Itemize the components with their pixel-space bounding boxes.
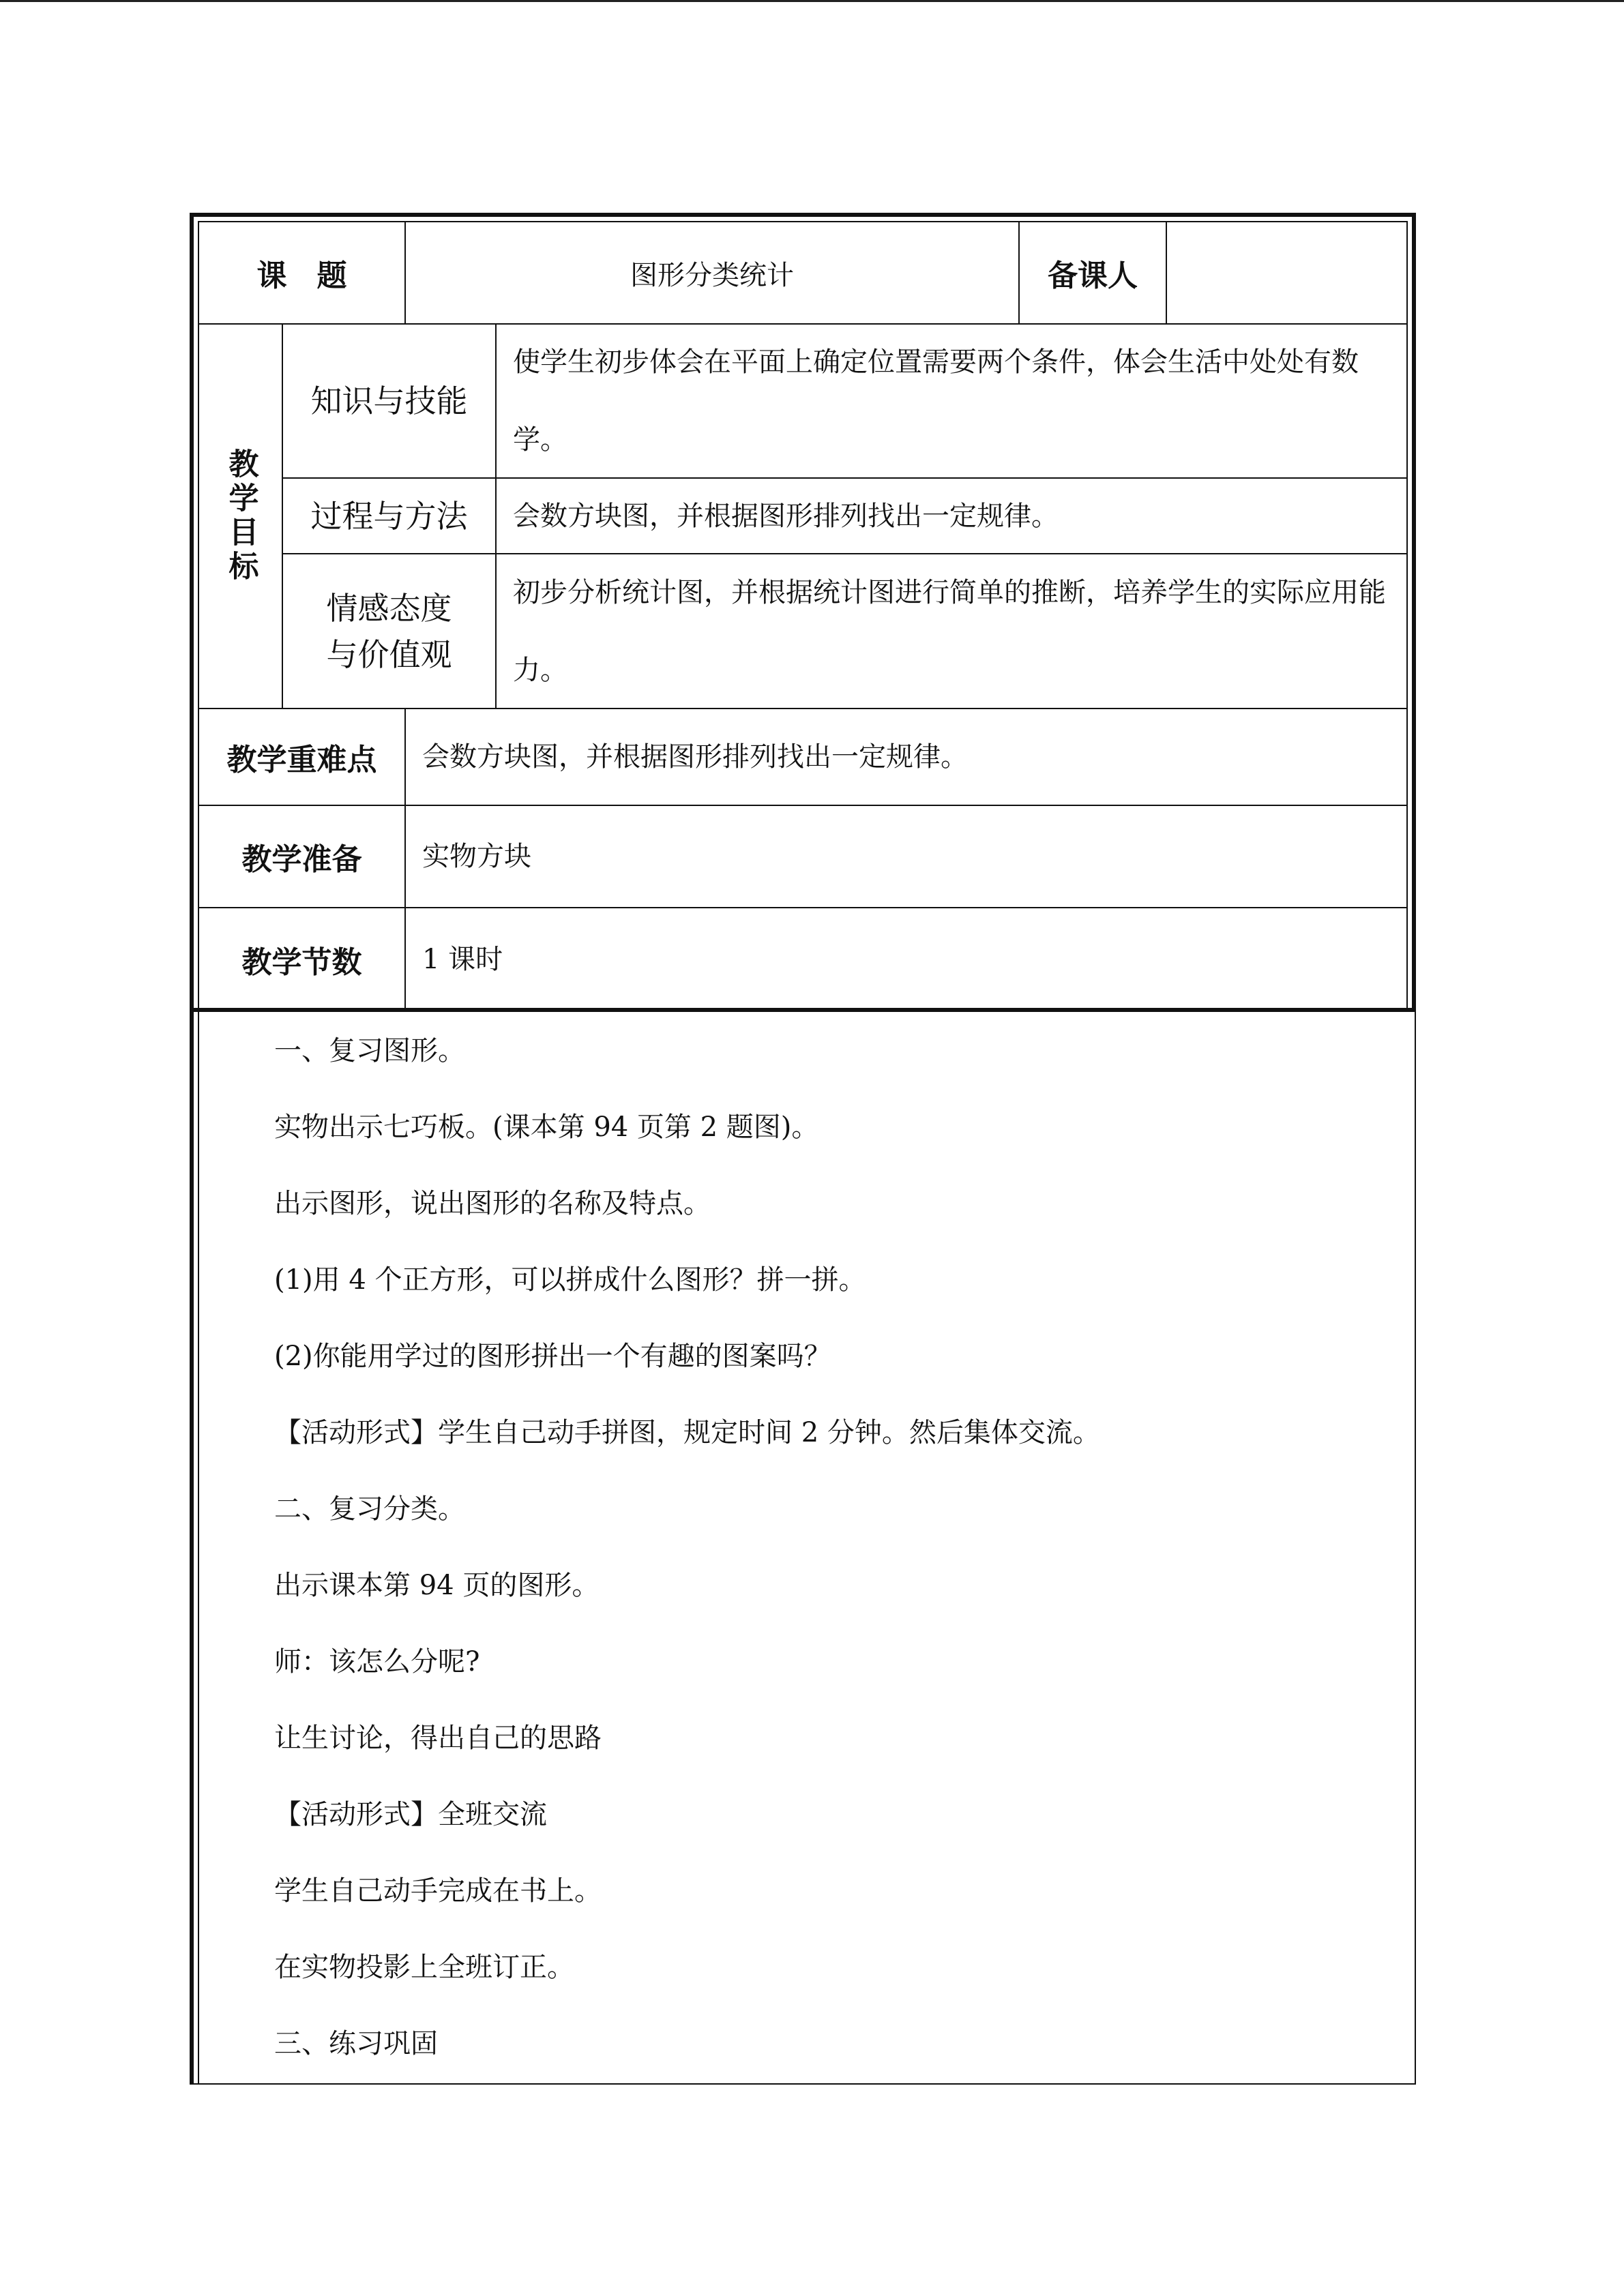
lesson-line: 师：该怎么分呢? [274,1646,480,1678]
periods-text: 1 课时 [422,944,503,975]
lesson-line: 二、复习分类。 [274,1493,465,1525]
preparation-text: 实物方块 [422,841,531,872]
key-points-text: 会数方块图，并根据图形排列找出一定规律。 [422,741,968,773]
preparer-value[interactable] [1167,222,1408,323]
lesson-section-border [190,1009,1416,2085]
objective-label-knowledge: 知识与技能 [310,383,468,419]
topic-label: 课 题 [256,258,347,293]
lesson-line: (2)你能用学过的图形拼出一个有趣的图案吗？ [274,1341,831,1372]
lesson-line: 出示课本第 94 页的图形。 [274,1570,600,1601]
objective-label-attitude: 情感态度与价值观 [326,589,452,673]
topic-value: 图形分类统计 [630,259,794,291]
lesson-line: 出示图形，说出图形的名称及特点。 [274,1188,711,1219]
objectives-group-label: 教学目标 [223,448,259,584]
objective-text-process: 会数方块图，并根据图形排列找出一定规律。 [513,500,1059,532]
lesson-line: 一、复习图形。 [274,1035,465,1067]
lesson-line: 三、练习巩固 [274,2028,438,2059]
lesson-section-inner-border [198,1009,199,2085]
objective-text-attitude: 初步分析统计图，并根据统计图进行简单的推断，培养学生的实际应用能力。 [513,576,1386,686]
preparer-label: 备课人 [1048,258,1138,293]
objective-text-knowledge: 使学生初步体会在平面上确定位置需要两个条件，体会生活中处处有数学。 [513,346,1359,456]
lesson-line: 学生自己动手完成在书上。 [274,1875,602,1907]
lesson-line: 让生讨论，得出自己的思路 [274,1723,602,1754]
key-points-label: 教学重难点 [226,743,377,777]
lesson-line: (1)用 4 个正方形，可以拼成什么图形？拼一拼。 [274,1264,866,1296]
page-top-border [0,0,1624,2]
periods-label: 教学节数 [241,945,362,980]
objective-label-process: 过程与方法 [310,497,468,535]
lesson-line: 【活动形式】学生自己动手拼图，规定时间 2 分钟。然后集体交流。 [274,1417,1100,1448]
lesson-line: 【活动形式】全班交流 [274,1799,547,1830]
lesson-line: 实物出示七巧板。(课本第 94 页第 2 题图)。 [274,1112,819,1143]
lesson-line: 在实物投影上全班订正。 [274,1952,574,1983]
preparation-label: 教学准备 [241,842,362,877]
